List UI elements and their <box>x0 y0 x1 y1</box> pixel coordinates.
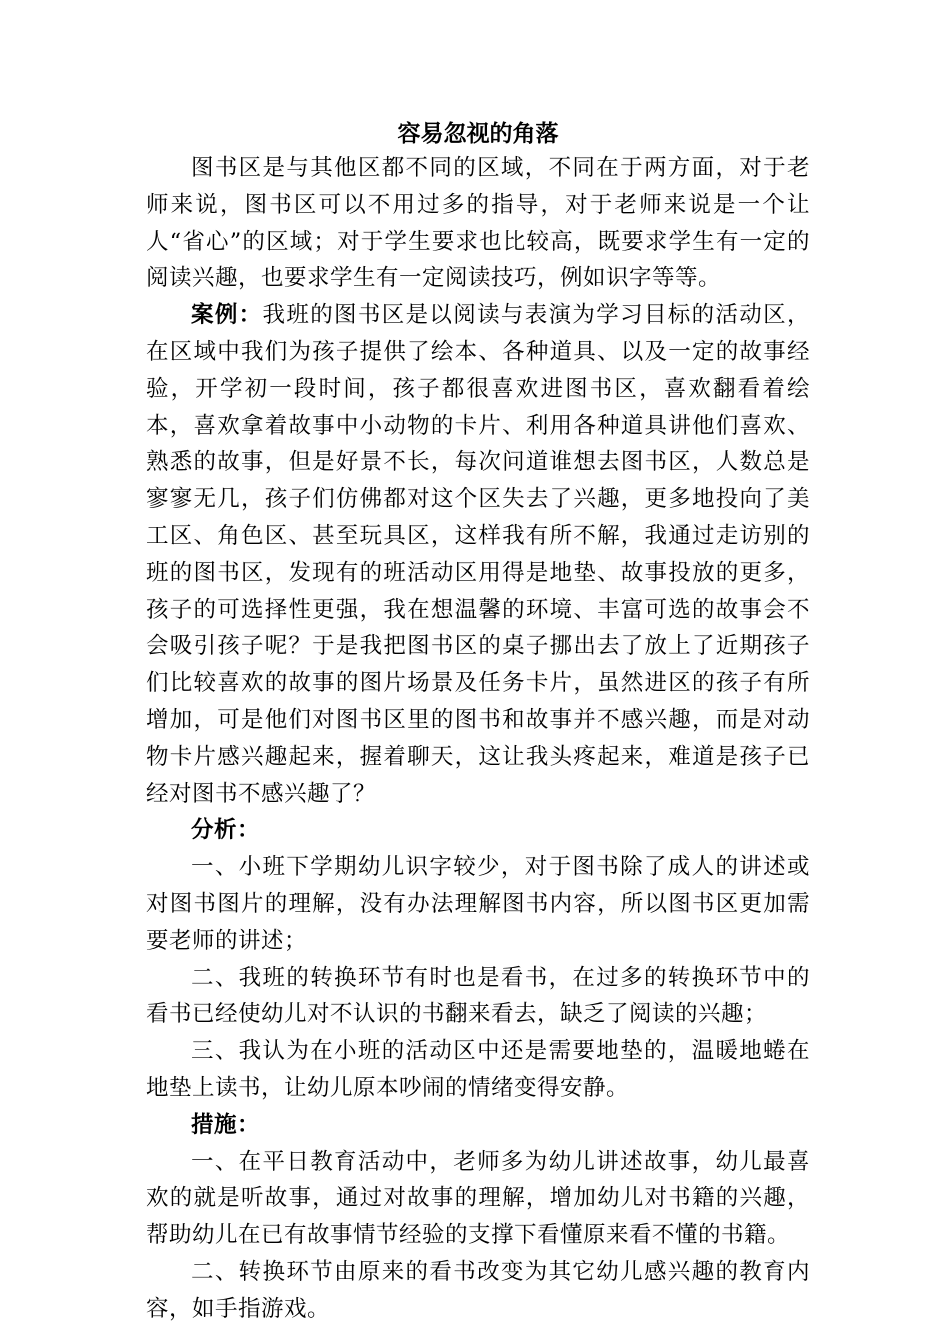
case-paragraph <box>146 297 810 812</box>
measures-item-2: 二、转换环节由原来的看书改变为其它幼儿感兴趣的教育内容，如手指游戏。 <box>146 1258 810 1322</box>
measures-heading: 措施： <box>191 1111 261 1138</box>
case-text: 我班的图书区是以阅读与表演为学习目标的活动区，在区域中我们为孩子提供了绘本、各种道具、以及一定的故事经验，开学初一段时间，孩子都很喜欢进图书区，喜欢翻看着绘本，喜欢拿着故事中小动物的卡片、利用各种道具讲他们喜欢、熟悉的故事，但是好景不长，每次问道谁想去图书区，人数总是寥寥无几，孩子们仿佛都对这个区失去了兴趣，更多地投向了美工区、角色区、甚至玩具区，这样我有所不解，我通过走访别的班的图书区，发现有的班活动区用得是地垫、故事投放的更多，孩子的可选择性更强，我在想温馨的环境、丰富可选的故事会不会吸引孩子呢？于是我把图书区的桌子挪出去了放上了近期孩子们比较喜欢的故事的图片场景及任务卡片，虽然进区的孩子有所增加，可是他们对图书区里的图书和故事并不感兴趣，而是对动物卡片感兴趣起来，握着聊天，这让我头疼起来，难道是孩子已经对图书不感兴趣了？ <box>146 302 810 807</box>
intro-paragraph: 图书区是与其他区都不同的区域，不同在于两方面，对于老师来说，图书区可以不用过多的指导，对于老师来说是一个让人“省心”的区域；对于学生要求也比较高，既要求学生有一定的阅读兴趣，也要求学生有一定阅读技巧，例如识字等等。 <box>146 155 810 292</box>
measures-item-1: 一、在平日教育活动中，老师多为幼儿讲述故事，幼儿最喜欢的就是听故事，通过对故事的理解，增加幼儿对书籍的兴趣，帮助幼儿在已有故事情节经验的支撑下看懂原来看不懂的书籍。 <box>146 1148 810 1249</box>
analysis-item-2: 二、我班的转换环节有时也是看书，在过多的转换环节中的看书已经使幼儿对不认识的书翻来看去，缺乏了阅读的兴趣； <box>146 964 810 1028</box>
case-label: 案例： <box>191 302 263 329</box>
analysis-item-1: 一、小班下学期幼儿识字较少，对于图书除了成人的讲述或对图书图片的理解，没有办法理解图书内容，所以图书区更加需要老师的讲述； <box>146 854 810 954</box>
analysis-heading: 分析： <box>191 817 261 844</box>
document-page <box>146 118 810 1328</box>
analysis-item-3: 三、我认为在小班的活动区中还是需要地垫的，温暖地蜷在地垫上读书，让幼儿原本吵闹的情绪变得安静。 <box>146 1038 810 1101</box>
document-title: 容易忽视的角落 <box>397 120 559 147</box>
